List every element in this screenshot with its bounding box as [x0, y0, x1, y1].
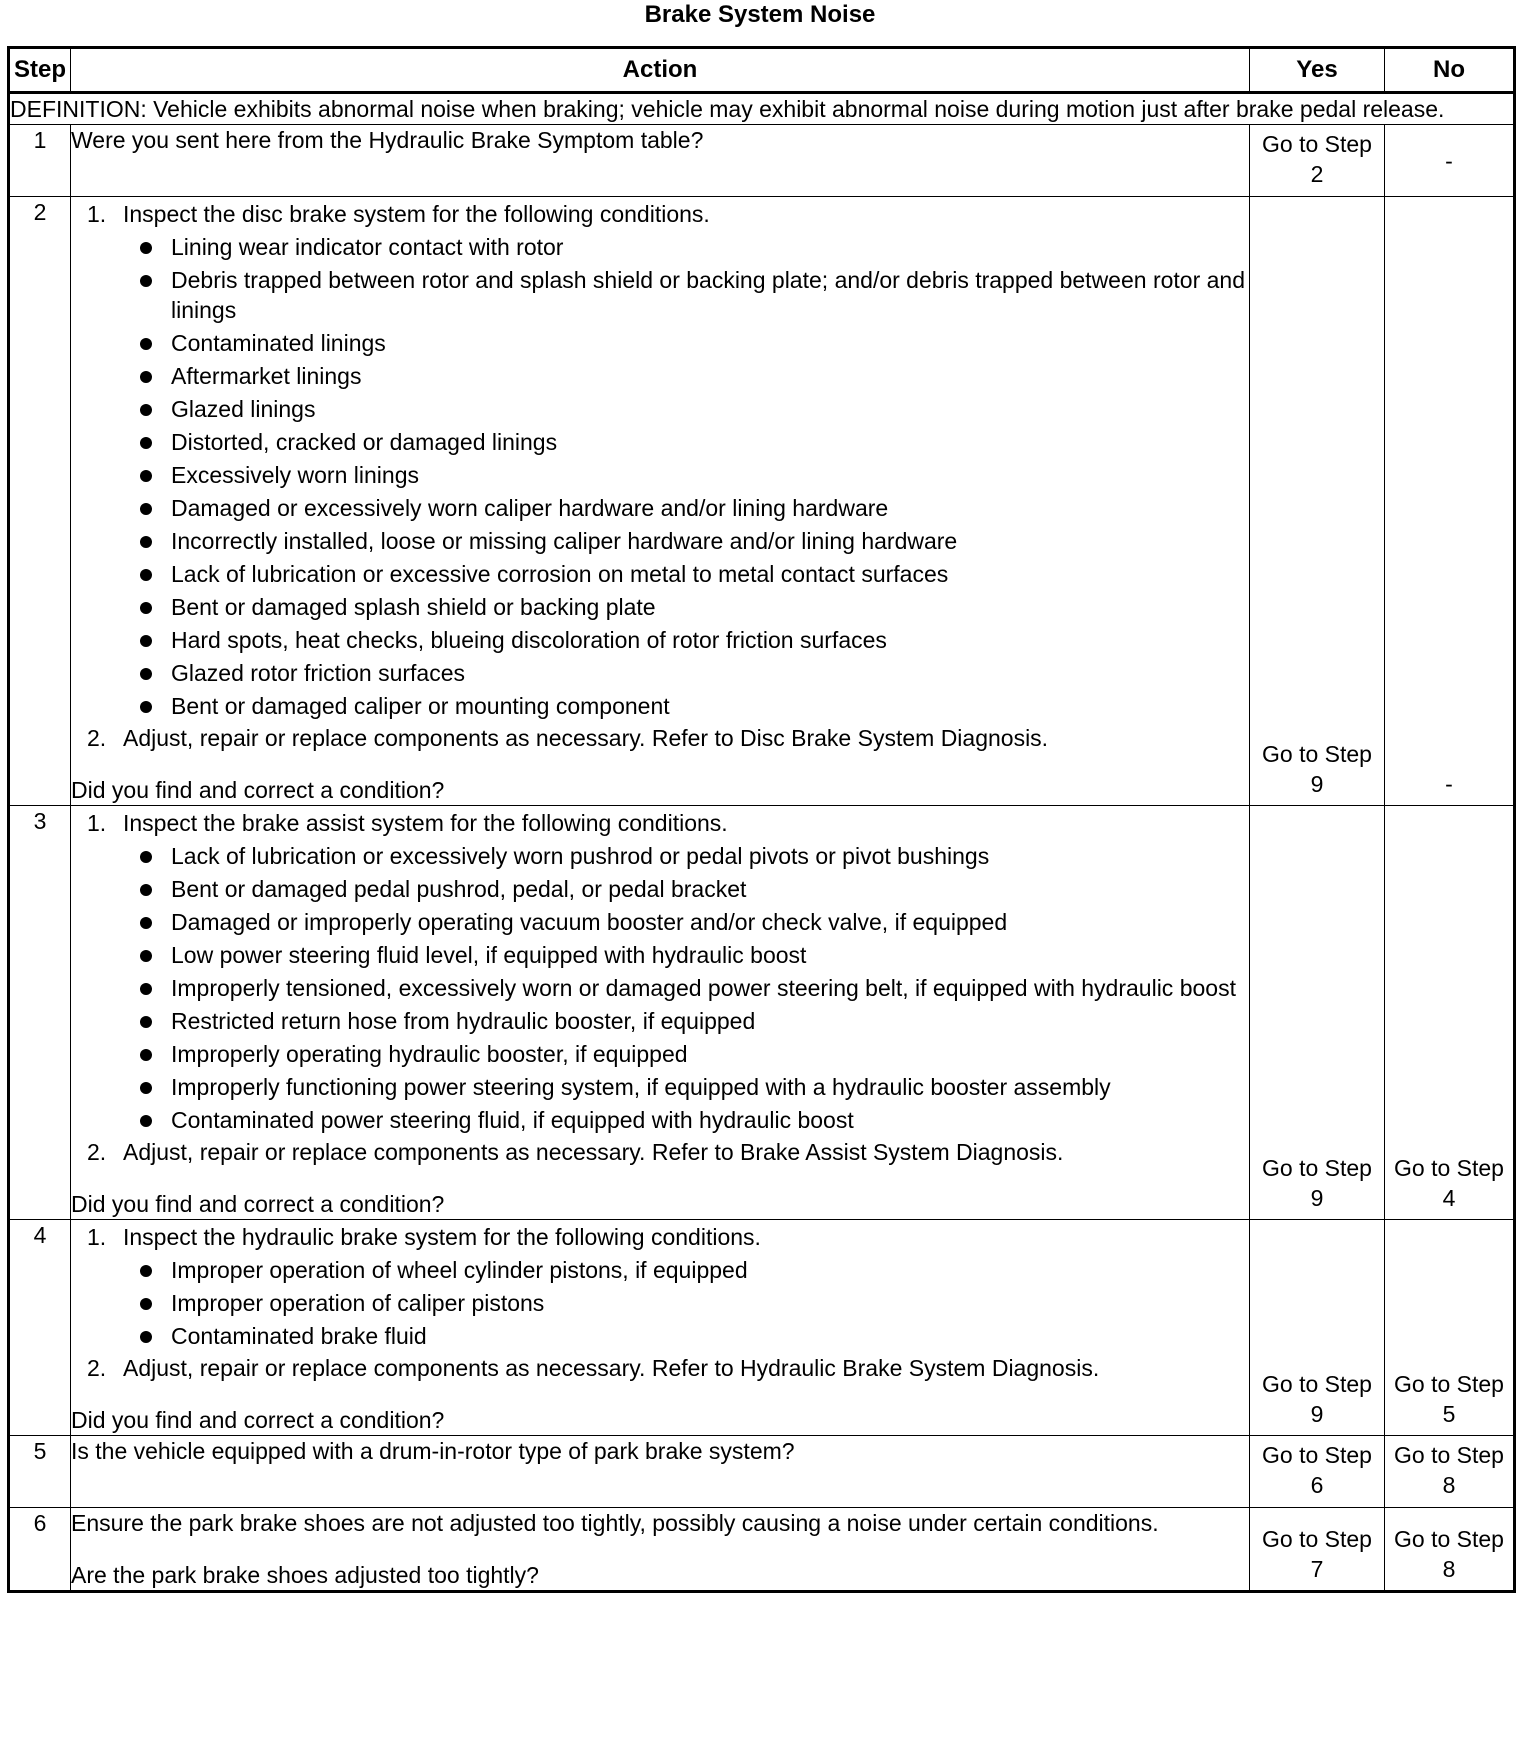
step-row-3 — [9, 806, 1515, 1220]
condition-text: Damaged or improperly operating vacuum booster and/or check valve, if equipped — [171, 909, 1008, 935]
bullet-icon — [140, 275, 152, 287]
step-row-2 — [9, 197, 1515, 806]
no-goto-step: 4 — [1442, 1185, 1456, 1211]
bullet-icon — [140, 338, 152, 350]
condition-text: Hard spots, heat checks, blueing discoloration of rotor friction surfaces — [171, 627, 887, 653]
bullet-icon — [140, 1115, 152, 1127]
yes-goto-step: 6 — [1310, 1472, 1324, 1498]
condition-text: Contaminated brake fluid — [171, 1323, 427, 1349]
step-row-6 — [9, 1508, 1515, 1592]
yes-goto-label: Go to Step — [1262, 1371, 1372, 1397]
step-row-4 — [9, 1220, 1515, 1436]
step-action — [71, 1508, 1250, 1592]
condition-item — [71, 493, 1249, 523]
condition-item — [71, 592, 1249, 622]
yes-goto-label: Go to Step — [1262, 1526, 1372, 1552]
condition-item — [71, 526, 1249, 556]
definition-text: DEFINITION: Vehicle exhibits abnormal noise when braking; vehicle may exhibit abnormal noise during motion just after brake pedal release. — [9, 93, 1515, 125]
yes-goto-step: 9 — [1310, 771, 1324, 797]
bullet-icon — [140, 884, 152, 896]
condition-text: Contaminated linings — [171, 330, 386, 356]
step-question: Is the vehicle equipped with a drum-in-rotor type of park brake system? — [71, 1438, 795, 1464]
bullet-icon — [140, 536, 152, 548]
condition-item — [71, 1255, 1249, 1285]
no-cell — [1385, 1508, 1515, 1592]
condition-item — [71, 658, 1249, 688]
action-item-2 — [71, 1137, 1249, 1167]
step-number: 6 — [9, 1508, 71, 1592]
yes-goto-step: 9 — [1310, 1401, 1324, 1427]
condition-text: Lack of lubrication or excessively worn pushrod or pedal pivots or pivot bushings — [171, 843, 990, 869]
condition-text: Improperly functioning power steering system, if equipped with a hydraulic booster assembly — [171, 1074, 1111, 1100]
bullet-icon — [140, 1082, 152, 1094]
condition-text: Bent or damaged splash shield or backing plate — [171, 594, 656, 620]
step-row-1 — [9, 125, 1515, 197]
condition-item — [71, 625, 1249, 655]
header-row — [9, 48, 1515, 93]
condition-item — [71, 1321, 1249, 1351]
header-no: No — [1385, 48, 1515, 93]
no-value: - — [1445, 771, 1453, 797]
no-goto-label: Go to Step — [1394, 1442, 1504, 1468]
step-number: 2 — [9, 197, 71, 806]
no-cell — [1385, 806, 1515, 1220]
condition-text: Glazed rotor friction surfaces — [171, 660, 466, 686]
item-text: Inspect the disc brake system for the following conditions. — [123, 201, 710, 227]
bullet-icon — [140, 950, 152, 962]
action-item-2 — [71, 1353, 1249, 1383]
bullet-icon — [140, 470, 152, 482]
condition-list — [71, 841, 1249, 1135]
bullet-icon — [140, 1298, 152, 1310]
condition-text: Improper operation of caliper pistons — [171, 1290, 545, 1316]
bullet-icon — [140, 569, 152, 581]
header-yes: Yes — [1250, 48, 1385, 93]
condition-text: Bent or damaged pedal pushrod, pedal, or pedal bracket — [171, 876, 747, 902]
bullet-icon — [140, 851, 152, 863]
yes-cell — [1250, 197, 1385, 806]
bullet-icon — [140, 917, 152, 929]
bullet-icon — [140, 602, 152, 614]
condition-item — [71, 361, 1249, 391]
no-goto-step: 5 — [1442, 1401, 1456, 1427]
step-question: Did you find and correct a condition? — [71, 777, 445, 803]
yes-goto-step: 9 — [1310, 1185, 1324, 1211]
yes-cell — [1250, 1220, 1385, 1436]
condition-item — [71, 973, 1249, 1003]
step-action — [71, 197, 1250, 806]
step-action — [71, 806, 1250, 1220]
bullet-icon — [140, 701, 152, 713]
no-cell — [1385, 1220, 1515, 1436]
condition-item — [71, 427, 1249, 457]
condition-text: Distorted, cracked or damaged linings — [171, 429, 558, 455]
bullet-icon — [140, 668, 152, 680]
condition-item — [71, 907, 1249, 937]
step-row-5 — [9, 1436, 1515, 1508]
condition-item — [71, 559, 1249, 589]
condition-item — [71, 874, 1249, 904]
condition-text: Damaged or excessively worn caliper hardware and/or lining hardware — [171, 495, 889, 521]
no-goto-step: 8 — [1442, 1472, 1456, 1498]
condition-text: Aftermarket linings — [171, 363, 362, 389]
yes-goto-label: Go to Step — [1262, 741, 1372, 767]
condition-item — [71, 841, 1249, 871]
condition-item — [71, 328, 1249, 358]
condition-item — [71, 1105, 1249, 1135]
yes-cell — [1250, 806, 1385, 1220]
no-cell — [1385, 197, 1515, 806]
step-action — [71, 125, 1250, 197]
bullet-icon — [140, 404, 152, 416]
condition-text: Improperly tensioned, excessively worn or damaged power steering belt, if equipped with hydraulic boost — [171, 975, 1236, 1001]
yes-goto-label: Go to Step — [1262, 1155, 1372, 1181]
bullet-icon — [140, 1049, 152, 1061]
step-question: Did you find and correct a condition? — [71, 1407, 445, 1433]
bullet-icon — [140, 1331, 152, 1343]
step-question: Did you find and correct a condition? — [71, 1191, 445, 1217]
action-item-2 — [71, 723, 1249, 753]
item-text: Adjust, repair or replace components as necessary. Refer to Hydraulic Brake System Diagnosis. — [123, 1355, 1100, 1381]
no-cell: - — [1385, 125, 1515, 197]
bullet-icon — [140, 1265, 152, 1277]
step-action — [71, 1220, 1250, 1436]
condition-text: Contaminated power steering fluid, if equipped with hydraulic boost — [171, 1107, 854, 1133]
action-item-1 — [71, 199, 1249, 229]
condition-text: Improper operation of wheel cylinder pistons, if equipped — [171, 1257, 748, 1283]
condition-text: Lining wear indicator contact with rotor — [171, 234, 564, 260]
condition-item — [71, 1288, 1249, 1318]
condition-item — [71, 940, 1249, 970]
item-number: 1. — [87, 201, 107, 227]
action-item-1 — [71, 1222, 1249, 1252]
no-goto-step: 8 — [1442, 1556, 1456, 1582]
yes-goto-label: Go to Step — [1262, 131, 1372, 157]
bullet-icon — [140, 503, 152, 515]
condition-text: Lack of lubrication or excessive corrosion on metal to metal contact surfaces — [171, 561, 949, 587]
condition-list — [71, 232, 1249, 721]
bullet-icon — [140, 635, 152, 647]
condition-text: Excessively worn linings — [171, 462, 419, 488]
item-text: Inspect the hydraulic brake system for the following conditions. — [123, 1224, 761, 1250]
document-title: Brake System Noise — [644, 1, 876, 28]
condition-item — [71, 394, 1249, 424]
step-number: 5 — [9, 1436, 71, 1508]
condition-text: Low power steering fluid level, if equipped with hydraulic boost — [171, 942, 807, 968]
yes-cell — [1250, 125, 1385, 197]
yes-cell — [1250, 1436, 1385, 1508]
item-number: 2. — [87, 1355, 107, 1381]
diagnostic-table — [7, 46, 1516, 1593]
item-text: Adjust, repair or replace components as necessary. Refer to Brake Assist System Diagnosis. — [123, 1139, 1064, 1165]
item-number: 2. — [87, 1139, 107, 1165]
condition-text: Glazed linings — [171, 396, 316, 422]
condition-item — [71, 1072, 1249, 1102]
header-step: Step — [9, 48, 71, 93]
condition-item — [71, 1006, 1249, 1036]
yes-goto-step: 7 — [1310, 1556, 1324, 1582]
no-cell — [1385, 1436, 1515, 1508]
yes-goto-label: Go to Step — [1262, 1442, 1372, 1468]
step-number: 3 — [9, 806, 71, 1220]
bullet-icon — [140, 983, 152, 995]
condition-item — [71, 691, 1249, 721]
condition-item — [71, 265, 1249, 325]
definition-row — [9, 93, 1515, 125]
no-goto-label: Go to Step — [1394, 1371, 1504, 1397]
condition-text: Debris trapped between rotor and splash shield or backing plate; and/or debris trapped between rotor and linings — [171, 267, 1246, 323]
item-number: 1. — [87, 810, 107, 836]
condition-list — [71, 1255, 1249, 1351]
condition-text: Bent or damaged caliper or mounting component — [171, 693, 670, 719]
step-action — [71, 1436, 1250, 1508]
step-instruction: Ensure the park brake shoes are not adjusted too tightly, possibly causing a noise under certain conditions. — [71, 1510, 1159, 1536]
yes-goto-step: 2 — [1310, 161, 1324, 187]
condition-text: Restricted return hose from hydraulic booster, if equipped — [171, 1008, 756, 1034]
condition-item — [71, 1039, 1249, 1069]
step-question: Are the park brake shoes adjusted too tightly? — [71, 1562, 539, 1588]
bullet-icon — [140, 1016, 152, 1028]
action-item-1 — [71, 808, 1249, 838]
no-goto-label: Go to Step — [1394, 1526, 1504, 1552]
bullet-icon — [140, 437, 152, 449]
bullet-icon — [140, 242, 152, 254]
condition-item — [71, 232, 1249, 262]
item-number: 2. — [87, 725, 107, 751]
item-number: 1. — [87, 1224, 107, 1250]
condition-text: Incorrectly installed, loose or missing caliper hardware and/or lining hardware — [171, 528, 958, 554]
step-question: Were you sent here from the Hydraulic Brake Symptom table? — [71, 127, 704, 153]
no-goto-label: Go to Step — [1394, 1155, 1504, 1181]
header-action: Action — [71, 48, 1250, 93]
condition-item — [71, 460, 1249, 490]
step-number: 4 — [9, 1220, 71, 1436]
condition-text: Improperly operating hydraulic booster, if equipped — [171, 1041, 688, 1067]
item-text: Adjust, repair or replace components as necessary. Refer to Disc Brake System Diagnosis. — [123, 725, 1049, 751]
step-number: 1 — [9, 125, 71, 197]
item-text: Inspect the brake assist system for the following conditions. — [123, 810, 728, 836]
yes-cell — [1250, 1508, 1385, 1592]
bullet-icon — [140, 371, 152, 383]
